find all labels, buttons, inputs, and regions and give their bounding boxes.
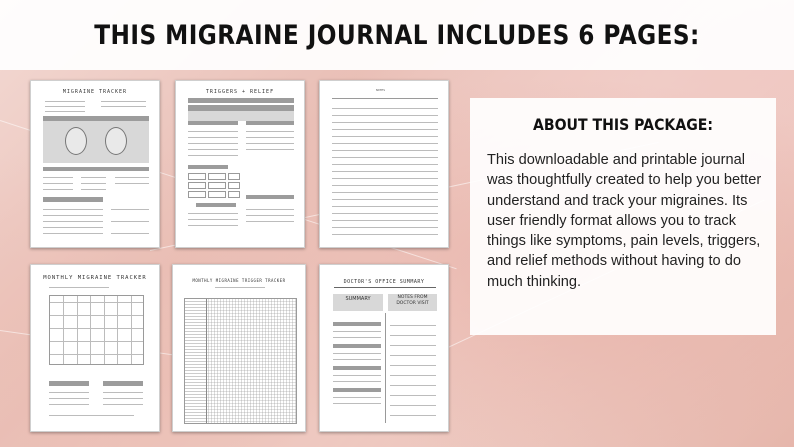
about-panel (470, 98, 776, 335)
trigger-grid (184, 298, 297, 424)
page-doctor-summary (319, 264, 449, 432)
page-title: MONTHLY MIGRAINE TRACKER (43, 275, 147, 281)
about-heading: ABOUT THIS PACKAGE: (532, 115, 714, 134)
page-monthly-migraine-tracker (30, 264, 160, 432)
page-title: NOTES (376, 88, 386, 92)
page-title: MONTHLY MIGRAINE TRIGGER TRACKER (192, 278, 286, 283)
page-heading: THIS MIGRAINE JOURNAL INCLUDES 6 PAGES: (94, 19, 700, 51)
page-migraine-tracker (30, 80, 160, 248)
page-title: TRIGGERS + RELIEF (205, 89, 275, 95)
page-triggers-relief (175, 80, 305, 248)
calendar-grid (49, 295, 144, 365)
page-title: MIGRAINE TRACKER (62, 89, 128, 95)
page-notes (319, 80, 449, 248)
summary-label: SUMMARY (345, 296, 371, 302)
notes-label: NOTES FROM DOCTOR VISIT (396, 295, 429, 306)
about-body: This downloadable and printable journal was thoughtfully created to help you better understand and track your migraines. Its user friendly format allows you to track things like symptoms, pain levels, triggers, and relief methods without having to do much thinking. (487, 152, 762, 290)
head-diagram (43, 121, 149, 163)
page-monthly-trigger-tracker (172, 264, 306, 432)
header-band (0, 0, 794, 70)
page-title: DOCTOR'S OFFICE SUMMARY (343, 279, 425, 285)
